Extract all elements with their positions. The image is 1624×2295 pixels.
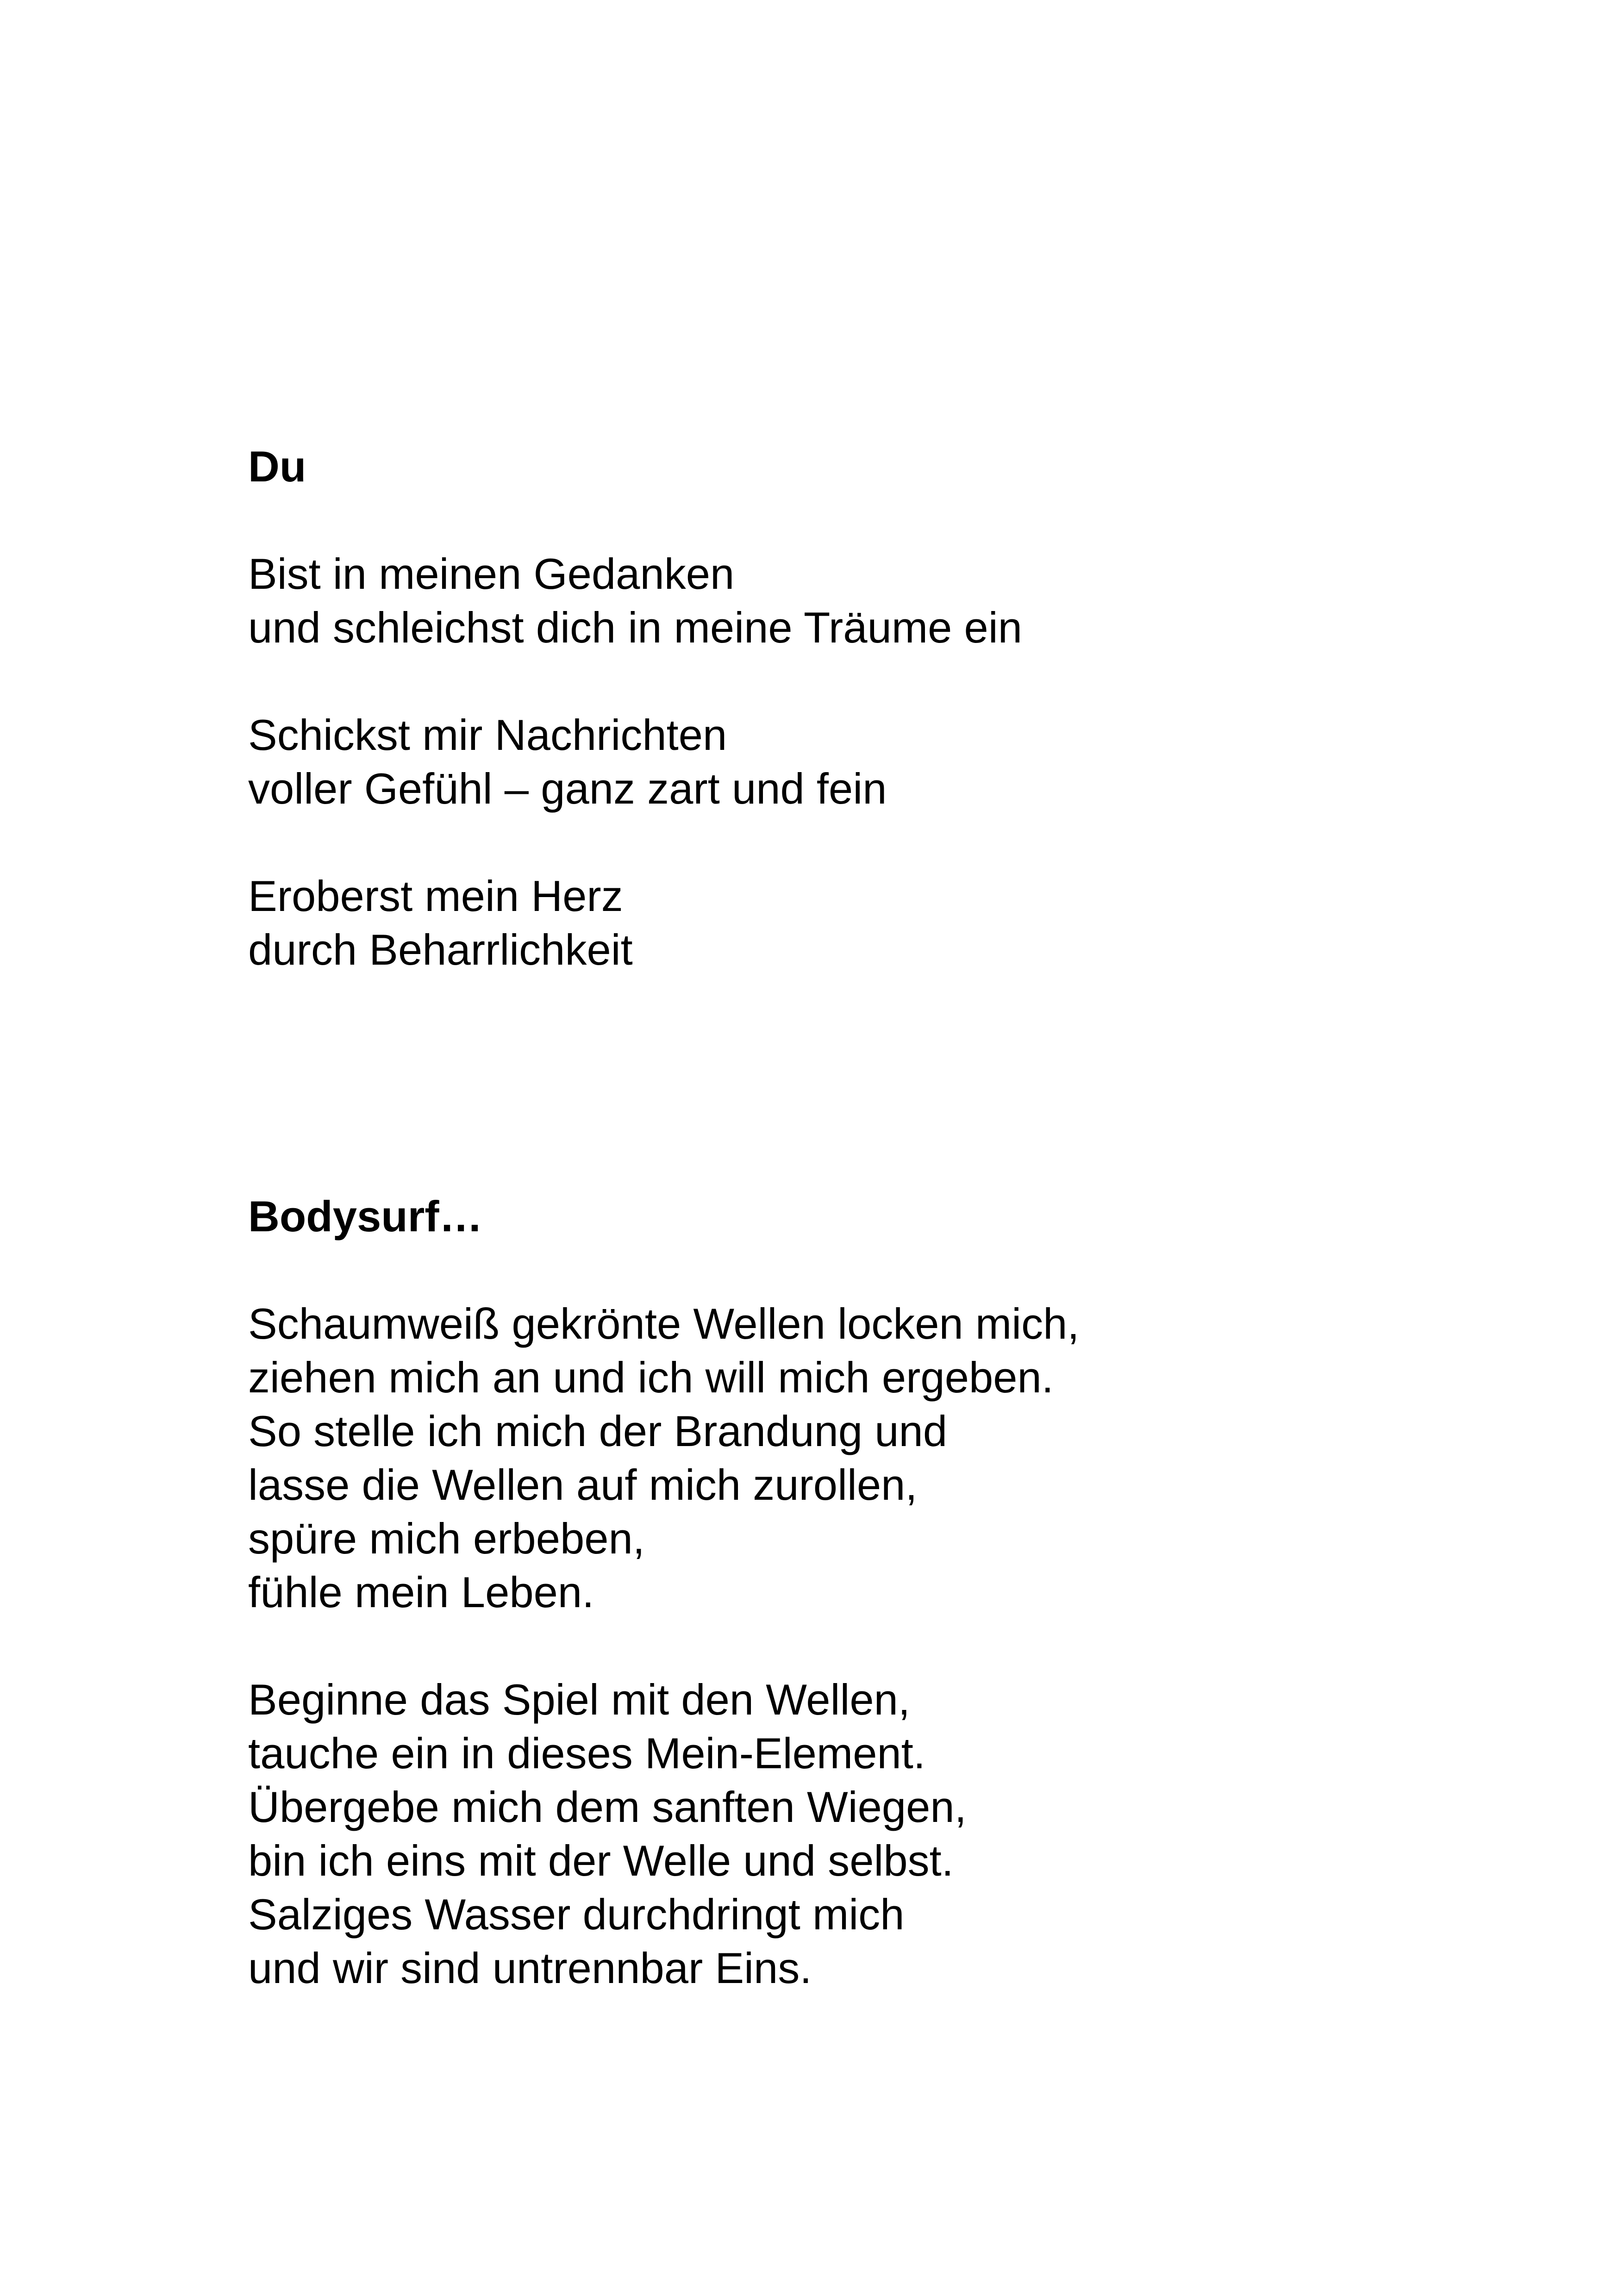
poem-line: durch Beharrlichkeit [248, 925, 633, 974]
poem-line: spüre mich erbeben, [248, 1514, 645, 1563]
poem-du [248, 440, 1544, 977]
poem-title: Bodysurf… [248, 1192, 483, 1241]
poem-line: ziehen mich an und ich will mich ergeben. [248, 1353, 1054, 1402]
poem-line: Schaumweiß gekrönte Wellen locken mich, [248, 1299, 1080, 1348]
stanza [248, 708, 1544, 816]
poem-line: Bist in meinen Gedanken [248, 549, 735, 598]
poem-line: und wir sind untrennbar Eins. [248, 1944, 812, 1992]
poem-title: Du [248, 442, 306, 491]
poem-line: und schleichst dich in meine Träume ein [248, 603, 1022, 652]
poem-line: bin ich eins mit der Welle und selbst. [248, 1836, 954, 1885]
poem-line: fühle mein Leben. [248, 1568, 594, 1616]
stanza [248, 869, 1544, 977]
poem-line: Schickst mir Nachrichten [248, 711, 727, 759]
stanza [248, 1297, 1544, 1619]
poem-line: lasse die Wellen auf mich zurollen, [248, 1460, 918, 1509]
poem-line: Eroberst mein Herz [248, 872, 623, 920]
stanza [248, 547, 1544, 655]
poem-line: Beginne das Spiel mit den Wellen, [248, 1675, 911, 1724]
poem-line: Salziges Wasser durchdringt mich [248, 1890, 905, 1939]
poem-line: So stelle ich mich der Brandung und [248, 1407, 948, 1455]
poem-bodysurf [248, 1190, 1544, 1995]
poem-line: Übergebe mich dem sanften Wiegen, [248, 1783, 967, 1831]
stanza [248, 1673, 1544, 1995]
poem-line: tauche ein in dieses Mein-Element. [248, 1729, 926, 1777]
poem-line: voller Gefühl – ganz zart und fein [248, 764, 887, 813]
